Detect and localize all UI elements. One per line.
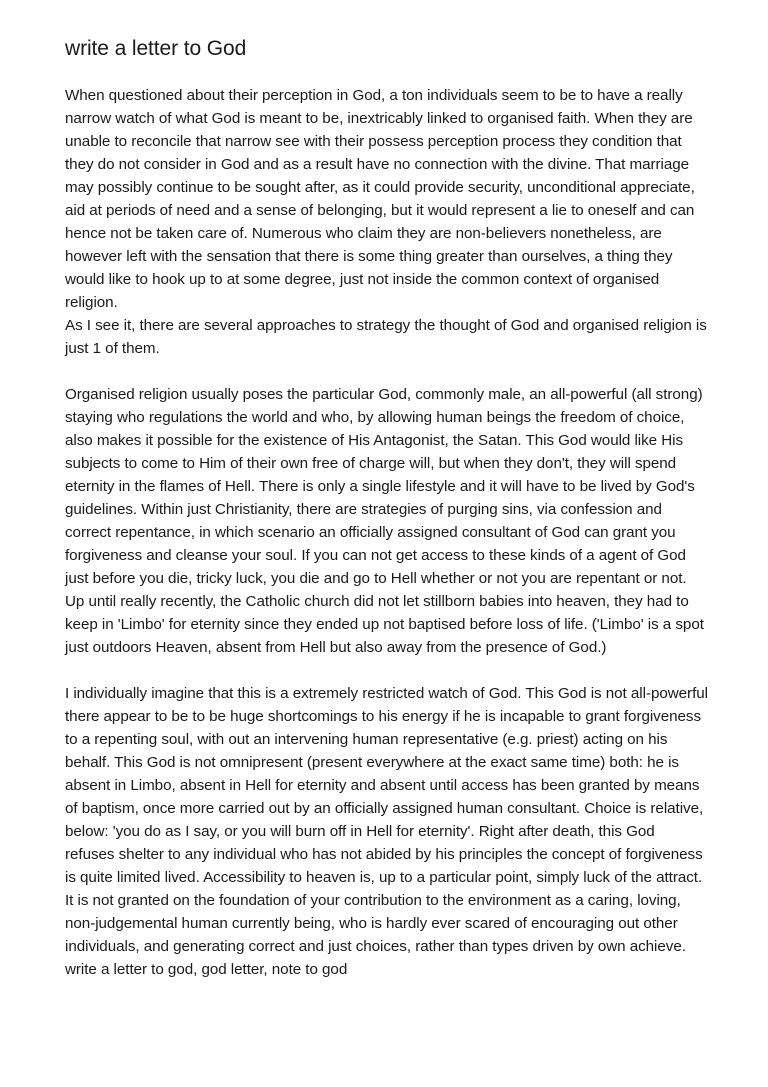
paragraph-4: I individually imagine that this is a extremely restricted watch of God. This God is not all-powerful there appear to be to be huge shortcomings to his energy if he is incapable to grant forgiveness to a repenting soul, with out an intervening human representative (e.g. priest) acting on his behalf. This God is not omnipresent (present everywhere at the exact same time) both: he is absent in Limbo, absent in Hell for eternity and absent until access has been granted by means of baptism, once more carried out by an officially assigned human consultant. Choice is relative, below: 'you do as I say, or you will burn off in Hell for eternity'. Right after death, this God refuses shelter to any individual who has not abided by his principles the concept of forgiveness is quite limited lived. Accessibility to heaven is, up to a particular point, simply luck of the attract. It is not granted on the foundation of your contribution to the environment as a caring, loving, non-judgemental human currently being, who is hardly ever scared of encouraging out other individuals, and generating correct and just choices, rather than types driven by own achieve. write a letter to god, god letter, note to god: [65, 685, 708, 978]
paragraph-3: Organised religion usually poses the particular God, commonly male, an all-powerful (all strong) staying who regulations the world and who, by allowing human beings the freedom of choice, also makes it possible for the existence of His Antagonist, the Satan. This God would like His subjects to come to Him of their own free of charge will, but when they don't, they will spend eternity in the flames of Hell. There is only a single lifestyle and it will have to be lived by God's guidelines. Within just Christianity, there are strategies of purging sins, via confession and correct repentance, in which scenario an officially assigned consultant of God can grant you forgiveness and cleanse your soul. If you can not get access to these kinds of a agent of God just before you die, tricky luck, you die and go to Hell whether or not you are repentant or not. Up until really recently, the Catholic church did not let stillborn babies into heaven, they had to keep in 'Limbo' for eternity since they ended up not baptised before loss of life. ('Limbo' is a spot just outdoors Heaven, absent from Hell but also away from the presence of God.): [65, 386, 704, 656]
paragraph-1: When questioned about their perception in God, a ton individuals seem to be to have a really narrow watch of what God is meant to be, inextricably linked to organised faith. When they are unable to reconcile that narrow see with their possess perception process they condition that they do not consider in God and as a result have no connection with the divine. That marriage may possibly continue to be sought after, as it could provide security, unconditional appreciate, aid at periods of need and a sense of belonging, but it would represent a lie to oneself and can hence not be taken care of. Numerous who claim they are non-believers nonetheless, are however left with the sensation that there is some thing greater than ourselves, a thing they would like to hook up to at some degree, just not inside the common context of organised religion.: [65, 87, 695, 311]
paragraph-2: As I see it, there are several approaches to strategy the thought of God and organised religion is just 1 of them.: [65, 317, 707, 357]
document-title: write a letter to God: [65, 37, 247, 60]
